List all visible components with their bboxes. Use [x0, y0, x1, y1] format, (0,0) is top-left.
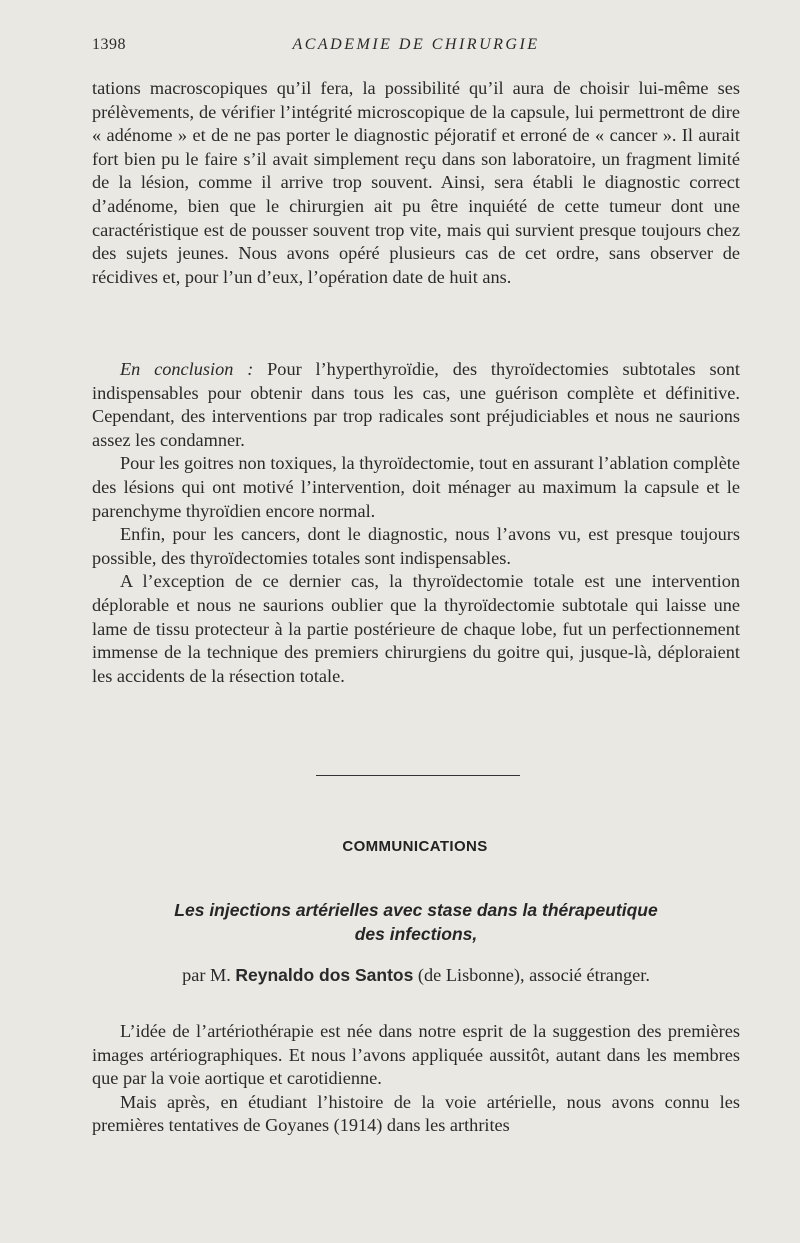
conclusion-lead: En conclusion :	[120, 359, 254, 379]
conclusion-block	[92, 358, 740, 688]
article-title-line: Les injections artérielles avec stase dans la thérapeutique	[174, 900, 658, 920]
page-number: 1398	[92, 36, 126, 53]
paragraph	[92, 358, 740, 452]
byline	[92, 963, 740, 987]
paragraph: Pour les goitres non toxiques, la thyroïdectomie, tout en assurant l’ablation complète des lésions qui ont motivé l’intervention, doit ménager au maximum la capsule et le parenchyme thyroïdien encore normal.	[92, 453, 740, 521]
paragraph: Mais après, en étudiant l’histoire de la voie artérielle, nous avons connu les premières tentatives de Goyanes (1914) dans les arthrites	[92, 1091, 740, 1136]
body-text-block-1	[92, 77, 740, 289]
section-divider	[316, 775, 520, 776]
section-heading: COMMUNICATIONS	[342, 838, 488, 855]
paragraph: A l’exception de ce dernier cas, la thyroïdectomie totale est une intervention déplorable et nous ne saurions oublier que la thyroïdectomie subtotale qui laisse une lame de tissu protecteur à la partie postérieure de chaque lobe, fut un perfectionnement immense de la technique des premiers chirurgiens du goitre qui, jusque-là, déploraient les accidents de la résection totale.	[92, 571, 740, 686]
article-title	[92, 898, 740, 946]
paragraph-text: Pour l’hyperthyroïdie, des thyroïdectomies subtotales sont indispensables pour obtenir dans tous les cas, une guérison complète et définitive. Cependant, des interventions par trop radicales sont préjudiciables et nous ne saurions assez les condamner.	[92, 359, 740, 450]
byline-prefix: par M.	[182, 965, 236, 985]
paragraph: Enfin, pour les cancers, dont le diagnostic, nous l’avons vu, est presque toujours possible, des thyroïdectomies totales sont indispensables.	[92, 524, 740, 568]
page-header	[92, 36, 740, 60]
paragraph: tations macroscopiques qu’il fera, la possibilité qu’il aura de choisir lui-même ses prélèvements, de vérifier l’intégrité microscopique de la capsule, lui permettront de dire « adénome » et de ne pas porter le diagnostic péjoratif et erroné de « cancer ». Il aurait fort bien pu le faire s’il avait simplement reçu dans son laboratoire, un fragment limité de la lésion, comme il arrive trop souvent. Ainsi, sera établi le diagnostic correct d’adénome, bien que le chirurgien ait pu être inquiété de cette tumeur dont une caractéristique est de pousser souvent trop vite, mais qui survient presque toujours chez des sujets jeunes. Nous avons opéré plusieurs cas de cet ordre, sans observer de récidives et, pour l’un d’eux, l’opération date de huit ans.	[92, 78, 740, 287]
paragraph: L’idée de l’artériothérapie est née dans notre esprit de la suggestion des premières images artériographiques. Et nous l’avons appliquée aussitôt, autant dans les membres que par la voie aortique et carotidienne.	[92, 1021, 740, 1089]
running-head: ACADEMIE DE CHIRURGIE	[292, 36, 540, 53]
author-name: Reynaldo dos Santos	[235, 965, 414, 985]
body-text-block-3	[92, 1020, 740, 1138]
article-title-line: des infections,	[354, 924, 478, 944]
byline-suffix: (de Lisbonne), associé étranger.	[413, 965, 650, 985]
